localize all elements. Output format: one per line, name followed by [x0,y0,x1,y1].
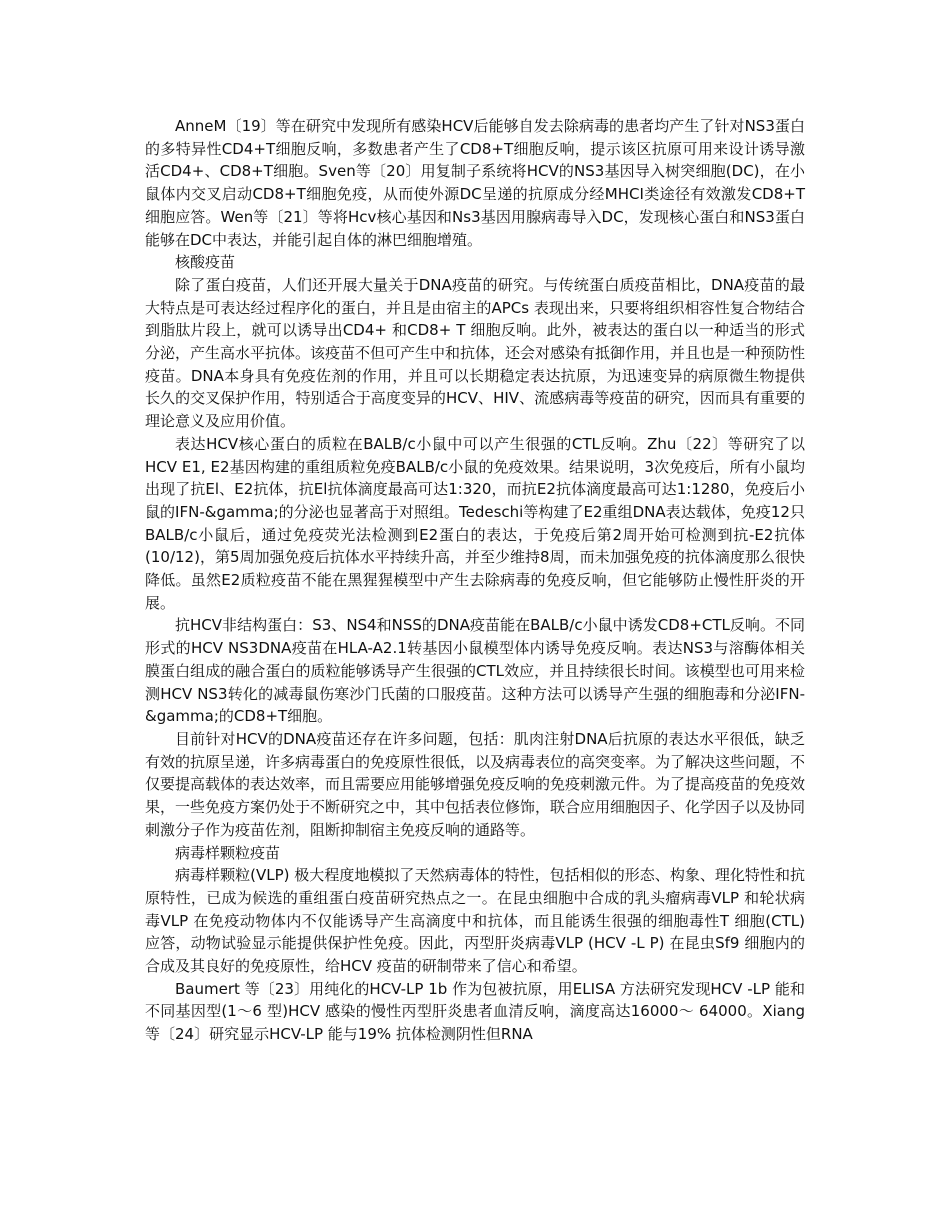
paragraph-dna-vaccine-problems: 目前针对HCV的DNA疫苗还存在许多问题，包括：肌肉注射DNA后抗原的表达水平很低，缺乏有效的抗原呈递，许多病毒蛋白的免疫原性很低，以及病毒表位的高突变率。为了解决这些问题，不仅要提高载体的表达效率，而且需要应用能够增强免疫反响的免疫刺激元件。为了提高疫苗的免疫效果，一些免疫方案仍处于不断研究之中，其中包括表位修饰，联合应用细胞因子、化学因子以及协同刺激分子作为疫苗佐剂，阻断抑制宿主免疫反响的通路等。 [145,729,806,839]
paragraph-nonstructural-protein: 抗HCV非结构蛋白：S3、NS4和NSS的DNA疫苗能在BALB/c小鼠中诱发CD8+CTL反响。不同形式的HCV NS3DNA疫苗在HLA-A2.1转基因小鼠模型体内诱导免疫反响。表达NS3与溶酶体相关膜蛋白组成的融合蛋白的质粒能够诱导产生很强的CTL效应，并且持续很长时间。该模型也可用来检测HCV NS3转化的减毒鼠伤寒沙门氏菌的口服疫苗。这种方法可以诱导产生强的细胞毒和分泌IFN-&gamma;的CD8+T细胞。 [145,616,805,726]
paragraph-vlp-intro: 病毒样颗粒(VLP) 极大程度地模拟了天然病毒体的特性，包括相似的形态、构象、理化特性和抗原特性，已成为候选的重组蛋白疫苗研究热点之一。在昆虫细胞中合成的乳头瘤病毒VLP 和轮状病毒VLP 在免疫动物体内不仅能诱导产生高滴度中和抗体，而且能诱生很强的细胞毒性T 细胞(CTL) 应答，动物试验显示能提供保护性免疫。因此，丙型肝炎病毒VLP (HCV -L P) 在昆虫Sf9 细胞内的合成及其良好的免疫原性，给HCV 疫苗的研制带来了信心和希望。 [145,866,805,976]
paragraph-baumert-study: Baumert 等〔23〕用纯化的HCV-LP 1b 作为包被抗原，用ELISA 方法研究发现HCV -LP 能和不同基因型(1～6 型)HCV 感染的慢性丙型肝炎患者血清反响，滴度高达16000～ 64000。Xiang 等〔24〕研究显示HCV-LP 能与19% 抗体检测阴性但RNA [145,979,805,1044]
paragraph-core-protein-plasmid: 表达HCV核心蛋白的质粒在BALB/c小鼠中可以产生很强的CTL反响。Zhu〔22〕等研究了以HCV E1, E2基因构建的重组质粒免疫BALB/c小鼠的免疫效果。结果说明，3次免疫后，所有小鼠均出现了抗El、E2抗体，抗El抗体滴度最高可达1:320，而抗E2抗体滴度最高可达1:1280，免疫后小鼠的IFN-&gamma;的分泌也显著高于对照组。Tedeschi等构建了E2重组DNA表达载体，免疫12只BALB/c小鼠后，通过免疫荧光法检测到E2蛋白的表达，于免疫后第2周开始可检测到抗-E2抗体(10/12)，第5周加强免疫后抗体水平持续升高，并至少维持8周，而未加强免疫的抗体滴度那么很快降低。虽然E2质粒疫苗不能在黑猩猩模型中产生去除病毒的免疫反响，但它能够防止慢性肝炎的开展。 [145,434,805,612]
section-heading-vlp-vaccine: 病毒样颗粒疫苗 [175,843,281,862]
paragraph-dna-vaccine-intro: 除了蛋白疫苗，人们还开展大量关于DNA疫苗的研究。与传统蛋白质疫苗相比，DNA疫苗的最大特点是可表达经过程序化的蛋白，并且是由宿主的APCs 表现出来，只要将组织相容性复合物结合到脂肽片段上，就可以诱导出CD4+ 和CD8+ T 细胞反响。此外，被表达的蛋白以一种适当的形式分泌，产生高水平抗体。该疫苗不但可产生中和抗体，还会对感染有抵御作用，并且也是一种预防性疫苗。DNA本身具有免疫佐剂的作用，并且可以长期稳定表达抗原，为迅速变异的病原微生物提供长久的交叉保护作用，特别适合于高度变异的HCV、HIV、流感病毒等疫苗的研究，因而具有重要的理论意义及应用价值。 [145,275,806,431]
document-body [145,115,805,1046]
paragraph-dc-ns3: AnneM〔19〕等在研究中发现所有感染HCV后能够自发去除病毒的患者均产生了针对NS3蛋白的多特异性CD4+T细胞反响，多数患者产生了CD8+T细胞反响，提示该区抗原可用来设计诱导激活CD4+、CD8+T细胞。Sven等〔20〕用复制子系统将HCV的NS3基因导入树突细胞(DC)，在小鼠体内交叉启动CD8+T细胞免疫，从而使外源DC呈递的抗原成分经MHCI类途径有效激发CD8+T细胞应答。Wen等〔21〕等将Hcv核心基因和Ns3基因用腺病毒导入DC，发现核心蛋白和NS3蛋白能够在DC中表达，并能引起自体的淋巴细胞增殖。 [145,117,805,249]
section-heading-nucleic-acid-vaccine: 核酸疫苗 [175,253,236,272]
